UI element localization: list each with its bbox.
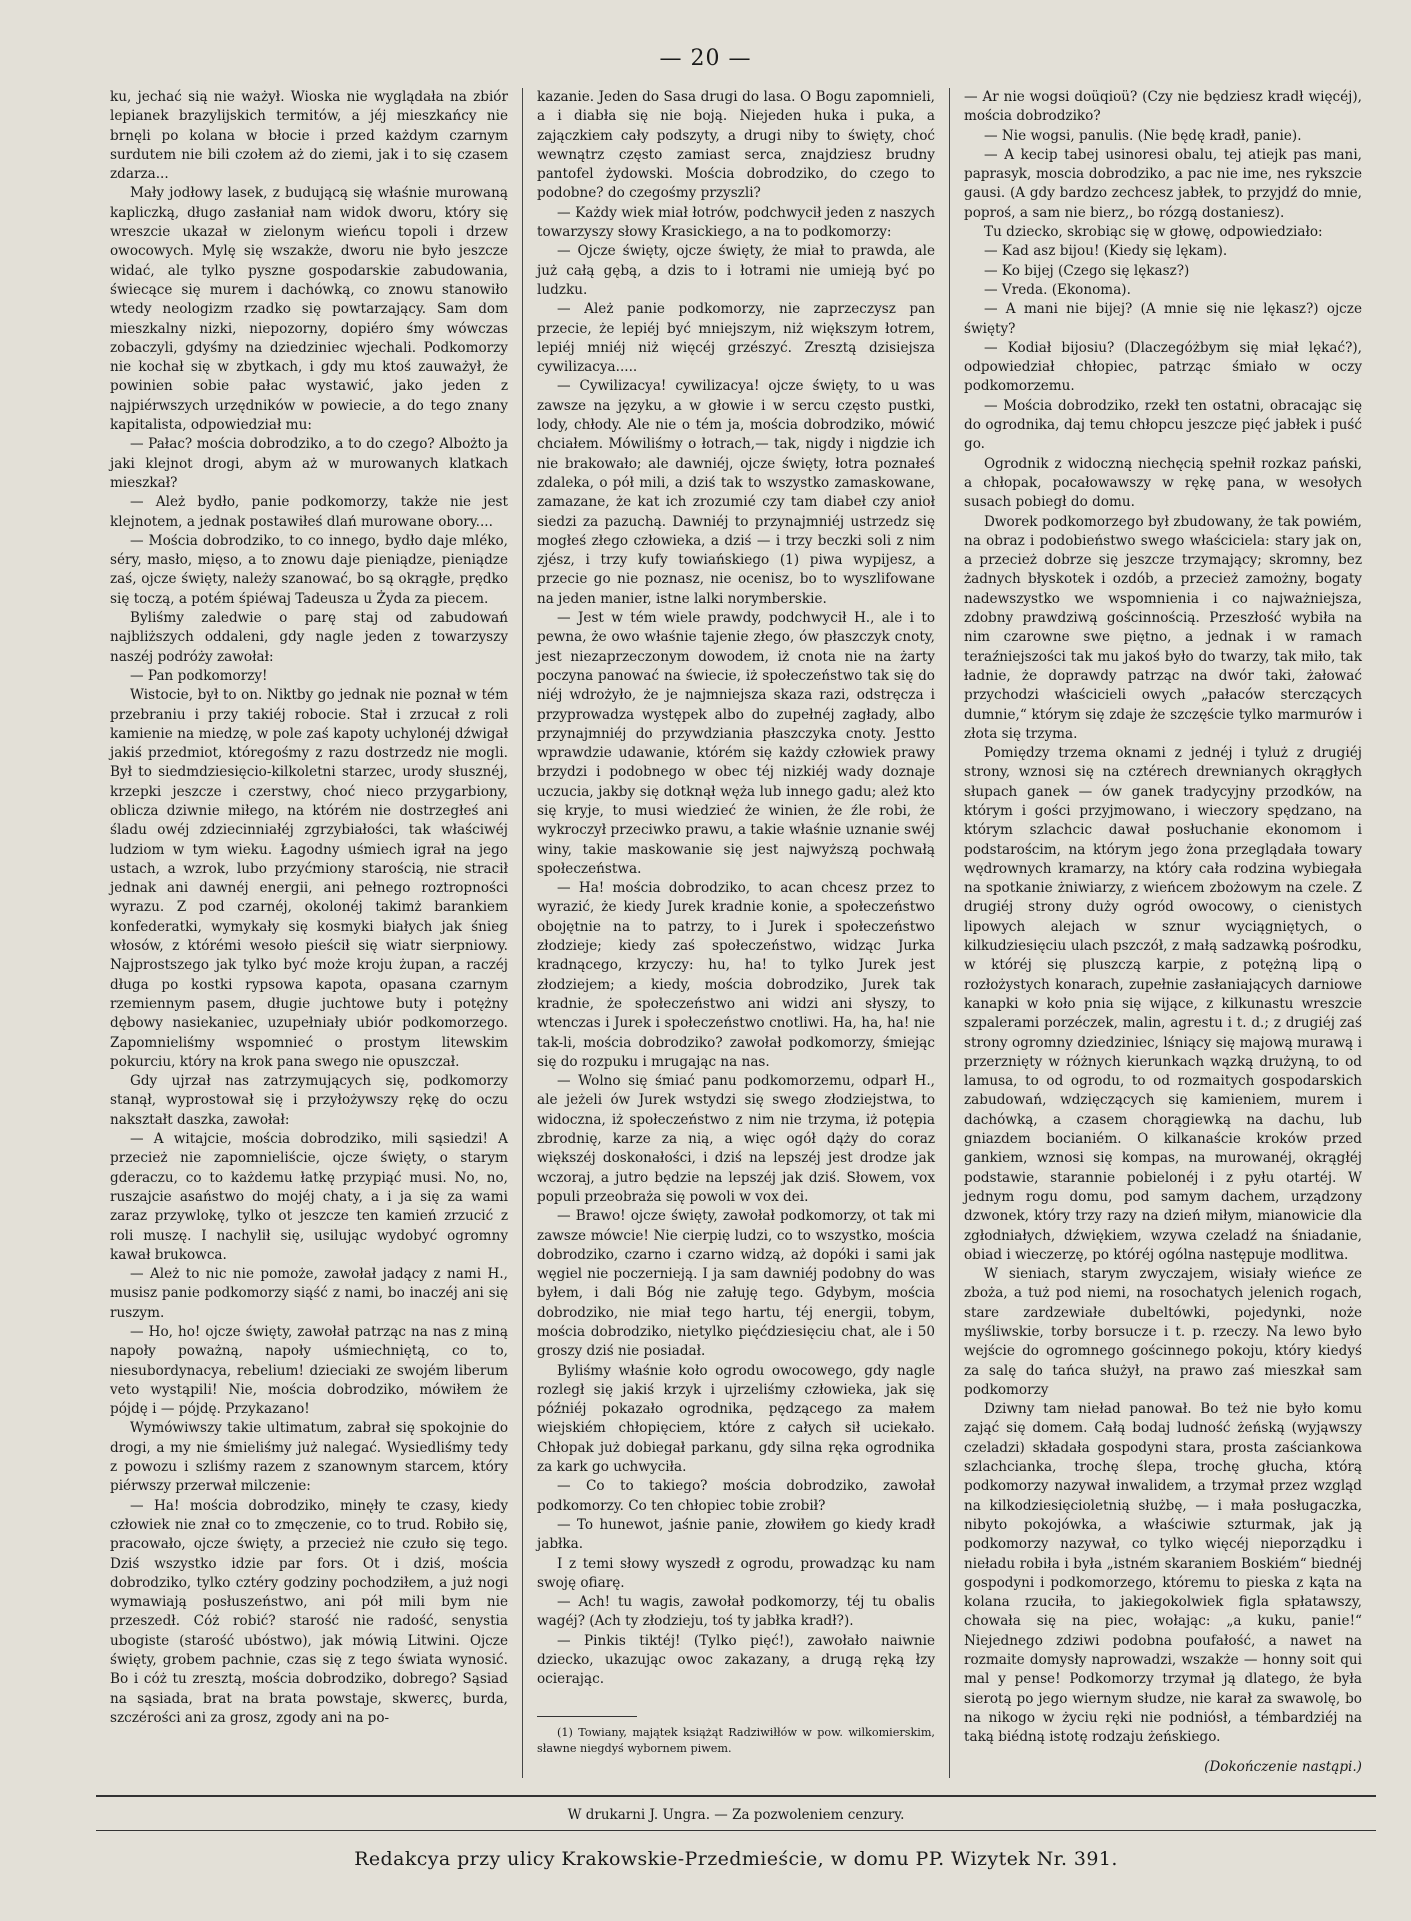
paragraph: — Mościa dobrodziko, rzekł ten ostatni, obracając się do ogrodnika, daj temu chłopcu jeszcze pięć jabłek i puść go.: [964, 397, 1362, 453]
paragraph: — Ach! tu wagis, zawołał podkomorzy, téj tu obalis wagéj? (Ach ty złodzieju, toś ty jabłka kradł?).: [537, 1594, 935, 1630]
paragraph: Pomiędzy trzema oknami z jednéj i tyluż z drugiéj strony, wznosi się na cztérech drewnianych okrągłych słupach ganek — ów ganek tradycyjny przodków, na którym i gości przyjmowano, i wieczory spędzano, na którym szlachcic dawał posłuchanie ekonomom i podstarościm, na którym jego żona przeglądała towary wędrownych kramarzy, na który cała rodzina wybiegała na spotkanie żniwiarzy, z wieńcem zbożowym na czele. Z drugiéj strony duży ogród owocowy, o cienistych lipowych alejach w sznur wyciągniętych, o kilkudziesięciu ulach pszczół, z małą sadzawką pośrodku, w któréj się pluszczą karpie, z potężną lipą o rozłożystych konarach, zupełnie zasłaniających darniowe kanapki w koło pnia się wijące, z kilkunastu wreszcie szpalerami porzéczek, malin, agrestu i t. d.; z drugiéj zaś strony ogromny dziedziniec, lśniący się majową murawą i przerznięty w różnych kierunkach wązką drużyną, to od lamusa, to od ogrodu, to od rozmaitych gospodarskich zabudowań, wdzięczących się kamieniem, murem i dachówką, a czasem chorągiewką na dachu, lub gniazdem bocianiém. O kilkanaście kroków przed gankiem, wznosi się kompas, na murowanéj, okrągłéj podstawie, starannie pobielonéj i z pyłu otartéj. W jednym rogu domu, pod samym dachem, urządzony dzwonek, który trzy razy na dzień miłym, mianowicie dla zgłodniałych, dźwiękiem, wzywa czeladź na śniadanie, obiad i wieczerzę, po któréj ogólna następuje modlitwa.: [964, 745, 1362, 1263]
editorial-address: Redakcya przy ulicy Krakowskie-Przedmieście, w domu PP. Wizytek Nr. 391.: [354, 1848, 1118, 1870]
paragraph: — Pinkis tiktéj! (Tylko pięć!), zawołało naiwnie dziecko, ukazując owoc zakazany, a drugą ręką łzy ocierając.: [537, 1632, 935, 1688]
paragraph: kazanie. Jeden do Sasa drugi do lasa. O Bogu zapomnieli, a i diabła się nie boją. Niejeden huka i puka, a zajączkiem cały podszyty, a drugi niby to święty, choć wewnątrz często zamiast serca, znajdziesz brudny pantofel żydowski. Mościa dobrodziko, do czego to podobne? do czegośmy przyszli?: [537, 89, 935, 202]
paragraph: — A kecip tabej usinoresi obalu, tej atiejk pas mani, paprasyk, moscia dobrodziko, a pac nie ime, nes rykszcie gausi. (A gdy bardzo zechcesz jabłek, to przyjdź do mnie, poproś, a sam nie bierz,, bo rózgą dostaniesz).: [964, 146, 1362, 221]
paragraph: — Pan podkomorzy!: [130, 667, 268, 684]
page-number: — 20 —: [659, 46, 752, 71]
paragraph: — Mościa dobrodziko, to co innego, bydło daje mléko, séry, masło, mięso, a to znowu daje pieniądze, pieniądze zaś, ojcze święty, należy szanować, bo są okrągłe, prędko się toczą, a potém śpiéwaj Tadeusza u Żyda za piecem.: [110, 532, 508, 607]
paragraph: Byliśmy zaledwie o parę staj od zabudowań najbliższych oddaleni, gdy nagle jeden z towarzyszy naszéj podróży zawołał:: [110, 610, 508, 665]
paragraph: Ogrodnik z widoczną niechęcią spełnił rozkaz pański, a chłopak, pocałowawszy w rękę pana, w wesołych susach pobiegł do domu.: [964, 455, 1362, 511]
imprint-divider: [96, 1830, 1376, 1831]
paragraph: Wymówiwszy takie ultimatum, zabrał się spokojnie do drogi, a my nie śmieliśmy już nalegać. Wysiedliśmy tedy z powozu i szliśmy razem z szanownym starcem, który piérwszy przerwał milczenie:: [110, 1420, 508, 1495]
paragraph: — Jest w tém wiele prawdy, podchwycił H., ale i to pewna, że owo właśnie tajenie złego, ów płaszczyk cnoty, jest niezaprzeczonym dowodem, iż cnota nie na żarty poczyna panować na świecie, iż społeczeństwo tak się do niéj wdrożyło, że je najmniejsza skaza razi, odstręcza i przyprowadza występek albo do zupełnéj zagłady, albo przynajmniéj do przywdziania płaszczyka cnoty. Jestto wprawdzie udawanie, którém się każdy człowiek prawy brzydzi i podobnego w obec téj nizkiéj wady doznaje uczucia, jakby się dotknął węża lub innego gadu; ależ kto się kryje, to musi wiedzieć że winien, że źle robi, że wykroczył przeciwko prawu, a takie właśnie uznanie swéj winy, takie maskowanie się jest najwyższą pochwałą społeczeństwa.: [537, 610, 935, 877]
paragraph: — Vreda. (Ekonoma).: [984, 281, 1131, 298]
paragraph: W sieniach, starym zwyczajem, wisiały wieńce ze zboża, a tuż pod niemi, na rosochatych jelenich rogach, stare zardzewiałe dubeltówki, pojedynki, noże myśliwskie, torby borsucze i t. p. rzeczy. Na lewo było wejście do ogromnego gościnnego pokoju, który kiedyś za salę do tańca służył, na prawo zaś mieszkał sam podkomorzy: [964, 1266, 1362, 1398]
paragraph: — Ależ panie podkomorzy, nie zaprzeczysz pan przecie, że lepiéj być mniejszym, niż większym łotrem, lepiéj mniéj niż więcéj grzészyć. Zresztą dzisiejsza cywilizacya.....: [537, 301, 935, 376]
paragraph: — A witajcie, mościa dobrodziko, mili sąsiedzi! A przecież nie zapomnieliście, ojcze święty, o starym gderaczu, co to każdemu łatkę przypiąć musi. No, no, ruszajcie asaństwo do mojéj chaty, a i ja się za wami zaraz przywlokę, tylko ot jeszcze ten kamień zrzucić z roli muszę. I nachylił się, usilując wydobyć ogromny kawał brukowca.: [110, 1131, 508, 1263]
paragraph: — Nie wogsi, panulis. (Nie będę kradł, panie).: [984, 127, 1302, 144]
paragraph: Dworek podkomorzego był zbudowany, że tak powiém, na obraz i podobieństwo swego właściciela: stary jak on, a przecież dobrze się jeszcze trzymający; skromny, bez żadnych błyskotek i ozdób, a przecież zamożny, bogaty nadewszystko we wspomnienia i co najważniejsza, zdobny prawdziwą gościnnością. Przeszłość wybiła na nim czarowne swe piętno, a jednak i w ramach teraźniejszości tak mu jakoś było do twarzy, tak miło, tak ładnie, że doprawdy patrząc na dwór taki, żałować przychodzi właścicieli owych „pałaców sterczących dumnie,“ którym się zdaje że szczęście tylko marmurów i złota się trzyma.: [964, 513, 1362, 742]
continuation-note: (Dokończenie nastąpi.): [1204, 1758, 1362, 1775]
paragraph: — Ha! mościa dobrodziko, minęły te czasy, kiedy człowiek nie znał co to zmęczenie, co to trud. Robiło się, pracowało, ojcze święty, a przecież nie czuło się tego. Dziś wszystko idzie par fors. Ot i dziś, mościa dobrodziko, tylko cztéry godziny pochodziłem, a już nogi wymawiają posłuszeństwo, ani pół mili bym nie przeszedł. Cóż robić? starość nie radość, senystia ubogiste (starość ubóstwo), jak mówią Litwini. Ojcze święty, grobem pachnie, czas się z tego świata wynosić. Bo i cóż tu zresztą, mościa dobrodziko, dobrego? Sąsiad na sąsiada, brat na brata powstaje, skwerες, burda, szczérości ani za grosz, zgody ani na po-: [110, 1497, 508, 1726]
paragraph: — Ho, ho! ojcze święty, zawołał patrząc na nas z miną napoły poważną, napoły uśmiechniętą, co to, niesubordynacya, rebelium! dzieciaki ze swojém liberum veto wystąpili! Nie, mościa dobrodziko, mówiłem że pójdę i — pójdę. Przykazano!: [110, 1324, 508, 1418]
paragraph: — Kad asz bijou! (Kiedy się lękam).: [984, 243, 1228, 260]
column-1: [96, 88, 522, 1778]
paragraph: — Ależ bydło, panie podkomorzy, także nie jest klejnotem, a jednak postawiłeś dlań murowane obory....: [110, 494, 508, 530]
paragraph: — Ko bijej (Czego się lękasz?): [984, 262, 1190, 279]
paragraph: — Kodiał bijosiu? (Dlaczegóżbym się miał lękać?), odpowiedział chłopiec, patrząc śmiało w oczy podkomorzemu.: [964, 339, 1362, 395]
paragraph: Mały jodłowy lasek, z budującą się właśnie murowaną kapliczką, długo zasłaniał nam widok dworu, który się wreszcie ukazał w zielonym wieńcu topoli i drzew owocowych. Mylę się wszakże, dworu nie było jeszcze widać, ale tylko pyszne gospodarskie zabudowania, świecące się murem i dachówką, co znowu stanowiło wtedy neologizm rzadko się powtarzający. Sam dom mieszkalny nizki, niepozorny, dopiéro śmy wówczas zobaczyli, gdyśmy na dziedziniec wjechali. Podkomorzy nie kochał się w zbytkach, i gdy mu ktoś zauważył, że powinien sobie pałac wystawić, jako jeden z najpiérwszych urzędników w powiecie, a do tego znany kapitalista, odpowiedział mu:: [110, 185, 508, 434]
paragraph: — To hunewot, jaśnie panie, złowiłem go kiedy kradł jabłka.: [537, 1516, 935, 1553]
footnote-divider: [537, 1716, 637, 1717]
column-2: [522, 88, 949, 1778]
text-columns: [96, 88, 1376, 1778]
paragraph: Tu dziecko, skrobiąc się w głowę, odpowiedziało:: [984, 224, 1323, 241]
paragraph: — Ależ to nic nie pomoże, zawołał jadący z nami H., musisz panie podkomorzy siąść z nami, bo inaczéj ani się ruszym.: [110, 1266, 508, 1321]
paragraph: Dziwny tam nieład panował. Bo też nie było komu zająć się domem. Całą bodaj ludność żeńską (wyjąwszy czeladzi) składała gospodyni stara, prosta zaściankowa szlachcianka, trochę ślepa, trochę głucha, którą podkomorzy nazywał inwalidem, a trzymał przez wzgląd na kilkodziesięcioletnią służbę, — i mała posługaczka, nibyto pokojówka, a właściwie szturmak, jak ją podkomorzy nazywał, co tylko więcéj nieporządku i nieładu robiła i była „istném skaraniem Boskiém“ biednéj gospodyni i podkomorzego, któremu to pieska z kąta na kolana rzuciła, to jakiegokolwiek figla spłatawszy, chowała się na piec, wołając: „a kuku, panie!“ Niejednego zdziwi podobna poufałość, a nawet na rozmaite domysły naprowadzi, wszakże — honny soit qui mal y pense! Podkomorzy trzymał ją dlatego, że była sierotą po jego wiernym słudze, nie karał za swawolę, bo na nikogo w życiu ręki nie podniósł, a témbardziéj na taką biédną istotę rodzaju żeńskiego.: [964, 1401, 1362, 1746]
paragraph: — Ha! mościa dobrodziko, to acan chcesz przez to wyrazić, że kiedy Jurek kradnie konie, a społeczeństwo obojętnie na to patrzy, to i Jurek i społeczeństwo złodzieje; kiedy zaś społeczeństwo, widząc Jurka kradnącego, krzyczy: hu, ha! to tylko Jurek jest złodziejem; a kiedy, mościa dobrodziko, Jurek tak kradnie, że społeczeństwo ani widzi ani słyszy, to wtenczas i Jurek i społeczeństwo cnotliwi. Ha, ha, ha! nie tak-li, mościa dobrodziko? zawołał podkomorzy, śmiejąc się do rozpuku i mrugając na nas.: [537, 880, 935, 1070]
paragraph: Byliśmy właśnie koło ogrodu owocowego, gdy nagle rozległ się jakiś krzyk i ujrzeliśmy człowieka, jak się późniéj pokazało ogrodnika, pędzącego za małem wiejskiém chłopięciem, które z całych sił uciekało. Chłopak już dobiegał parkanu, gdy silna ręka ogrodnika za kark go uchwyciła.: [537, 1362, 935, 1476]
paragraph: — Każdy wiek miał łotrów, podchwycił jeden z naszych towarzyszy słowy Krasickiego, a na to podkomorzy:: [537, 204, 935, 241]
paragraph: — Co to takiego? mościa dobrodziko, zawołał podkomorzy. Co ten chłopiec tobie zrobił?: [537, 1478, 935, 1514]
paragraph: — Wolno się śmiać panu podkomorzemu, odparł H., ale jeżeli ów Jurek wstydzi się swego złodziejstwa, to widoczna, iż społeczeństwo z nim nie trzyma, iż potępia zbrodnię, karze za nią, a więc ogół dąży do coraz większéj doskonałości, i dziś na lepszéj jest drodze jak wczoraj, a jutro będzie na lepszéj jak dziś. Słowem, vox populi przeobraża się powoli w vox dei.: [537, 1073, 935, 1205]
printer-imprint: W drukarni J. Ungra. — Za pozwoleniem cenzury.: [96, 1795, 1376, 1823]
paragraph: — Ar nie wogsi doüqioü? (Czy nie będziesz kradł więcéj), mościa dobrodziko?: [964, 89, 1362, 125]
paragraph: ku, jechać sią nie ważył. Wioska nie wyglądała na zbiór lepianek brazylijskich termitów, a jéj mieszkańcy nie brnęli po kolana w błocie i przed każdym czarnym surdutem nie bili czołem aż do ziemi, jak i to się czasem zdarza...: [110, 89, 508, 183]
column-3: [949, 88, 1376, 1778]
footnote: (1) Towiany, majątek książąt Radziwiłłów w pow. wilkomierskim, sławne niegdyś wybornem piwem.: [537, 1725, 935, 1755]
paragraph: — A mani nie bijej? (A mnie się nie lękasz?) ojcze święty?: [964, 301, 1362, 337]
paragraph: Wistocie, był to on. Niktby go jednak nie poznał w tém przebraniu i przy takiéj robocie. Stał i zrzucał z roli kamienie na miedzę, w pole zaś kapoty uchylonéj dźwigał jakiś przedmiot, któregośmy z razu dostrzedz nie mogli. Był to siedmdziesięcio-kilkoletni starzec, urody słusznéj, krzepki jeszcze i czerstwy, choć nieco przygarbiony, oblicza dziwnie miłego, na którém nie dostrzegłeś ani śladu owéj zdziecinniałéj zgrzybiałości, tak właściwéj ludziom w tym wieku. Łagodny uśmiech igrał na jego ustach, a wzrok, lubo przyćmiony starością, nie stracił jednak ani dawnéj energii, ani pełnego roztropności wyrazu. Z pod czarnéj, okolonéj takimż barankiem konfederatki, wymykały się kosmyki białych jak śnieg włosów, z którémi wesoło pieścił się wiatr sierpniowy. Najprostszego jak tylko być może kroju żupan, a raczéj długa po kostki rypsowa kapota, opasana czarnym rzemiennym pasem, długie juchtowe buty i potężny dębowy nasiekaniec, uzupełniały ubiór podkomorzego. Zapomnieliśmy wspomnieć o prostym litewskim pokurciu, który na krok pana swego nie opuszczał.: [110, 687, 508, 1070]
paragraph: — Cywilizacya! cywilizacya! ojcze święty, to u was zawsze na języku, a w głowie i w sercu często pustki, lody, chłody. Ale nie o tém ja, mościa dobrodziko, mówić chciałem. Mówiliśmy o łotrach,— tak, nigdy i nigdzie ich nie brakowało; ale dawniéj, ojcze święty, łotra poznałeś zdaleka, o pół mili, a dziś tak to wszystko zamaskowane, zamazane, że kat ich zrozumié czy tam diabeł czy anioł siedzi za pazuchą. Dawniéj to przynajmniéj ustrzedz się mogłeś złego człowieka, a dziś — i trzy beczki soli z nim zjész, i trzy kufy towiańskiego (1) piwa wypijesz, a przecie go nie poznasz, nie ocenisz, bo to wyszlifowane na jeden manier, istne lalki norymberskie.: [537, 378, 935, 607]
paragraph: — Brawo! ojcze święty, zawołał podkomorzy, ot tak mi zawsze mówcie! Nie cierpię ludzi, co to wszystko, mościa dobrodziko, czarno i czarno widzą, aż dopóki i sami jak węgiel nie poczernieją. I ja sam dawniéj podobny do was byłem, i dali Bóg nie załuję tego. Gdybym, mościa dobrodziko, nie miał tego hartu, téj energii, tobym, mościa dobrodziko, nietylko pięćdziesięciu chat, ale i 50 groszy dziś nie posiadał.: [537, 1208, 935, 1360]
paragraph: — Pałac? mościa dobrodziko, a to do czego? Albożto ja jaki klejnot drogi, abym aż w murowanych klatkach mieszkał?: [110, 436, 508, 491]
paragraph: I z temi słowy wyszedł z ogrodu, prowadząc ku nam swoję ofiarę.: [537, 1555, 935, 1591]
paragraph: Gdy ujrzał nas zatrzymujących się, podkomorzy stanął, wyprostował się i przyłożywszy rękę do oczu nakształt daszka, zawołał:: [110, 1073, 508, 1128]
paragraph: — Ojcze święty, ojcze święty, że miał to prawda, ale już całą gębą, a dzis to i łotrami nie umieją być po ludzku.: [537, 243, 935, 298]
